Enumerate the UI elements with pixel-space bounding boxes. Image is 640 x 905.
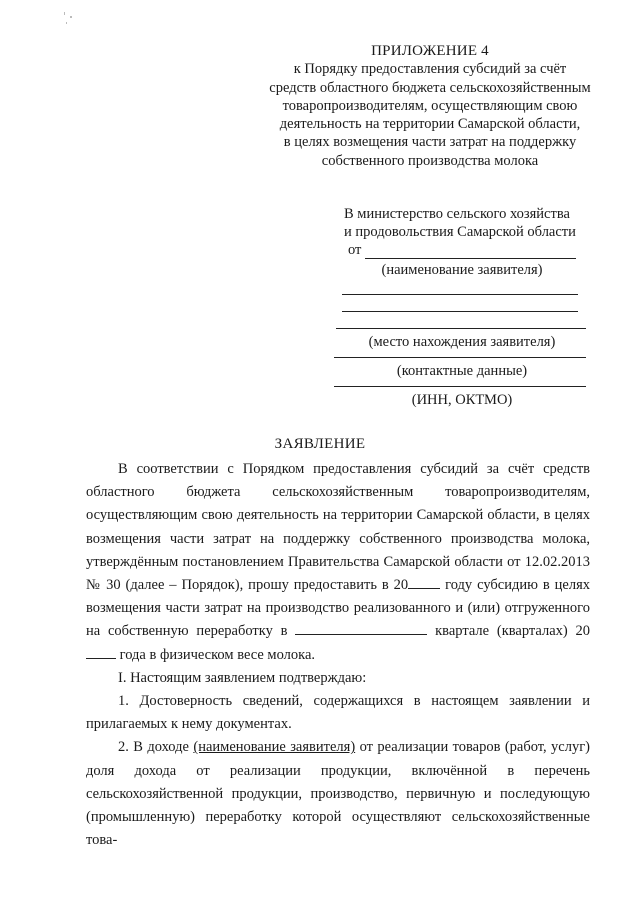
request-text: В соответствии с Порядком предоставления субсидий за счёт средств областного бюджета сельскохозяйственным товаропроизводителям, осуществляющим свою деятельность на территории Самарской области, в целях возмещения части затрат на поддержку собственного производства молока, утверждённым постановлением Правительства Самарской области от 12.02.2013 № 30 (далее – Порядок), прошу предоставить в 20	[86, 461, 590, 594]
request-text-cont: году субсидию в целях возмещения части затрат на производство реализованного и (или) отгруженного на собственную переработку в	[86, 577, 591, 640]
quarter-blank[interactable]	[295, 620, 427, 635]
contacts-caption: (контактные данные)	[396, 363, 528, 379]
applicant-name-blank[interactable]	[365, 243, 576, 259]
document-body	[86, 458, 590, 852]
from-row	[334, 241, 590, 259]
blank-line[interactable]	[336, 328, 586, 329]
from-label: от	[348, 242, 362, 258]
request-text-end: года в физическом весе молока.	[119, 646, 316, 663]
blank-line[interactable]	[342, 311, 578, 312]
appendix-header	[250, 42, 610, 170]
paragraph-item-2	[86, 736, 590, 852]
blank-line[interactable]	[334, 386, 586, 387]
location-caption: (место нахождения заявителя)	[368, 334, 556, 350]
blank-line[interactable]	[342, 294, 578, 295]
paragraph-item-1: 1. Достоверность сведений, содержащихся в настоящем заявлении и прилагаемых к нему документах.	[86, 693, 590, 733]
scan-artifact	[66, 22, 67, 24]
request-year-prefix: 20	[575, 623, 591, 640]
blank-line[interactable]	[334, 357, 586, 358]
appendix-line: товаропроизводителям, осуществляющим свою	[282, 97, 578, 114]
year-blank[interactable]	[408, 574, 440, 589]
applicant-name-caption: (наименование заявителя)	[381, 262, 543, 278]
scan-artifact	[70, 16, 72, 18]
item-2-text-cont: от реализации товаров (работ, услуг) доля дохода от реализации продукции, включённой в перечень сельскохозяйственной продукции, производство, первичную и последующую (промышленную) переработку которой осуществляют сельскохозяйственные това-	[86, 739, 591, 849]
document-title: ЗАЯВЛЕНИЕ	[274, 436, 366, 452]
appendix-line: в целях возмещения части затрат на поддержку	[283, 134, 577, 151]
paragraph-request	[86, 458, 590, 667]
appendix-line: собственного производства молока	[321, 152, 539, 169]
appendix-title: ПРИЛОЖЕНИЕ 4	[371, 43, 489, 59]
paragraph-confirm-heading: I. Настоящим заявлением подтверждаю:	[118, 669, 367, 686]
inn-caption: (ИНН, ОКТМО)	[411, 392, 513, 408]
applicant-name-placeholder: (наименование заявителя)	[193, 739, 356, 756]
appendix-line: средств областного бюджета сельскохозяйственным	[269, 79, 591, 96]
request-text-quarter: квартале (кварталах)	[435, 623, 568, 640]
addressee-block	[334, 205, 590, 409]
appendix-line: к Порядку предоставления субсидий за счёт	[293, 61, 567, 78]
year-blank-2[interactable]	[86, 644, 116, 659]
item-2-text: 2. В доходе	[118, 739, 189, 756]
scan-artifact	[64, 12, 65, 15]
appendix-line: деятельность на территории Самарской области,	[279, 116, 581, 133]
addressee-line: В министерство сельского хозяйства	[344, 206, 570, 222]
addressee-line: и продовольствия Самарской области	[344, 224, 576, 240]
